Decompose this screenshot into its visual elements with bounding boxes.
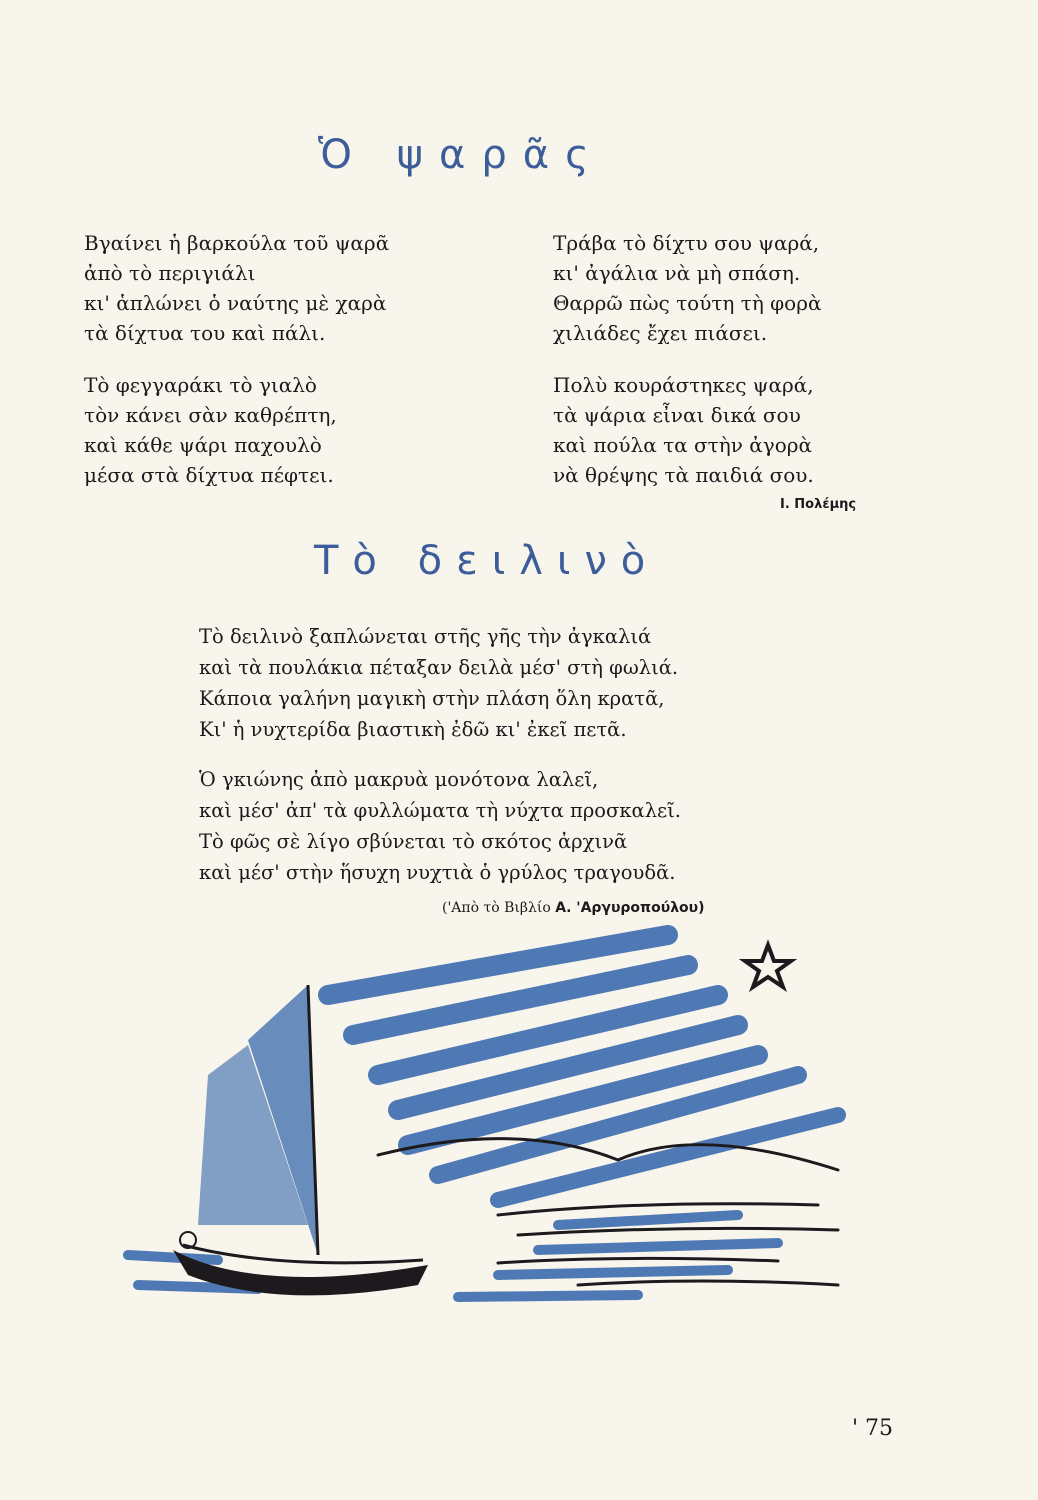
poem1-stanza-3: [553, 228, 821, 348]
source-author: Α. 'Αργυροπούλου): [555, 900, 705, 916]
verse-line: Τὸ φῶς σὲ λίγο σβύνεται τὸ σκότος ἀρχινᾶ: [199, 830, 628, 853]
verse-line: κι' ἀγάλια νὰ μὴ σπάση.: [553, 261, 801, 285]
poem1-author: Ι. Πολέμης: [780, 497, 857, 512]
verse-line: Τράβα τὸ δίχτυ σου ψαρά,: [553, 231, 820, 255]
verse-line: Τὸ δειλινὸ ξαπλώνεται στῆς γῆς τὴν ἀγκαλιά: [199, 625, 652, 648]
verse-line: Τὸ φεγγαράκι τὸ γιαλὸ: [84, 373, 317, 397]
verse-line: καὶ κάθε ψάρι παχουλὸ: [84, 433, 322, 457]
poem-title-dusk: Τὸ δειλινὸ: [314, 538, 660, 584]
verse-line: καὶ μέσ' στὴν ἥσυχη νυχτιὰ ὁ γρύλος τραγουδᾶ.: [199, 861, 676, 884]
verse-line: ἀπὸ τὸ περιγιάλι: [84, 261, 256, 285]
poem1-stanza-4: [553, 370, 814, 490]
poem1-stanza-2: [84, 370, 337, 490]
sea-waves-ink: [378, 1139, 838, 1285]
verse-line: καὶ μέσ' ἀπ' τὰ φυλλώματα τὴ νύχτα προσκαλεῖ.: [199, 799, 682, 822]
verse-line: τὰ δίχτυα του καὶ πάλι.: [84, 321, 326, 345]
verse-line: Κι' ἡ νυχτερίδα βιαστικὴ ἐδῶ κι' ἐκεῖ πετᾶ.: [199, 718, 627, 741]
verse-line: κι' ἁπλώνει ὁ ναύτης μὲ χαρὰ: [84, 291, 387, 315]
poem-title-fisherman: Ὁ ψαρᾶς: [318, 132, 605, 178]
verse-line: τὸν κάνει σὰν καθρέπτη,: [84, 403, 337, 427]
poem2-stanza-2: [199, 764, 681, 888]
star-icon: [745, 945, 791, 987]
poem2-stanza-1: [199, 621, 678, 745]
verse-line: τὰ ψάρια εἶναι δικά σου: [553, 403, 801, 427]
page-number: ' 75: [852, 1416, 894, 1441]
verse-line: νὰ θρέψης τὰ παιδιά σου.: [553, 463, 814, 487]
verse-line: μέσα στὰ δίχτυα πέφτει.: [84, 463, 334, 487]
poem2-source: [442, 900, 705, 916]
moon-rays: [328, 935, 838, 1200]
source-prefix: ('Απὸ τὸ Βιβλίο: [442, 900, 556, 916]
poem1-stanza-1: [84, 228, 389, 348]
verse-line: χιλιάδες ἔχει πιάσει.: [553, 321, 768, 345]
verse-line: Βγαίνει ἡ βαρκούλα τοῦ ψαρᾶ: [84, 231, 390, 255]
verse-line: Κάποια γαλήνη μαγικὴ στὴν πλάση ὅλη κρατᾶ,: [199, 687, 665, 710]
verse-line: καὶ πούλα τα στὴν ἀγορὰ: [553, 433, 812, 457]
verse-line: καὶ τὰ πουλάκια πέταξαν δειλὰ μέσ' στὴ φωλιά.: [199, 656, 679, 679]
verse-line: Ὁ γκιώνης ἀπὸ μακρυὰ μονότονα λαλεῖ,: [199, 768, 599, 791]
sailboat-illustration: [78, 925, 878, 1315]
verse-line: Πολὺ κουράστηκες ψαρά,: [553, 373, 814, 397]
verse-line: Θαρρῶ πὼς τούτη τὴ φορὰ: [553, 291, 822, 315]
